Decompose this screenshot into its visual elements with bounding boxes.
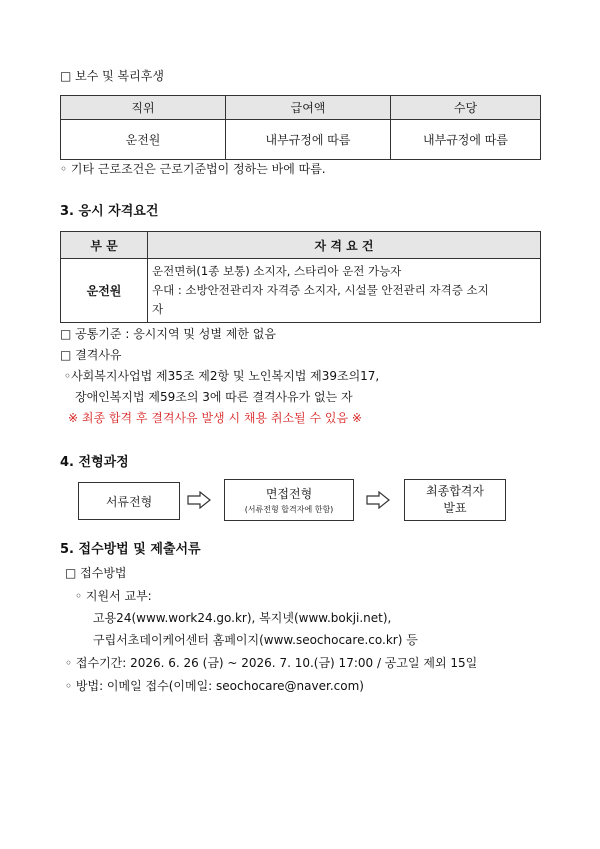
distribution-sites-line-1: 고용24(www.work24.go.kr), 복지넷(www.bokji.net), (93, 611, 392, 625)
disqualification-title: □ 결격사유 (60, 348, 122, 362)
table-row (61, 120, 541, 160)
pay-cell-salary: 내부규정에 따름 (226, 120, 391, 160)
req-header-qualification: 자 격 요 건 (148, 232, 541, 259)
method-title: □ 접수방법 (65, 566, 127, 580)
application-period: ◦ 접수기간: 2026. 6. 26 (금) ~ 2026. 7. 10.(금) 17:00 / 공고일 제외 15일 (65, 656, 478, 670)
application-distribution: ◦ 지원서 교부: (75, 589, 152, 603)
pay-header-position: 직위 (61, 96, 226, 120)
disqualification-line-1: ◦사회복지사업법 제35조 제2항 및 노인복지법 제39조의17, (64, 369, 380, 383)
pay-cell-allowance: 내부규정에 따름 (391, 120, 541, 160)
requirements-header (61, 232, 541, 259)
req-header-category: 부 문 (61, 232, 148, 259)
step-document-label: 서류전형 (105, 494, 153, 509)
step-final-label-2: 발표 (443, 501, 467, 515)
pay-header-salary: 급여액 (226, 96, 391, 120)
pay-section-title: □ 보수 및 복리후생 (60, 69, 164, 83)
section5-heading: 5. 접수방법 및 제출서류 (60, 542, 201, 557)
step-final-announcement (404, 479, 506, 521)
step-interview-label: 면접전형 (265, 487, 313, 501)
application-method: ◦ 방법: 이메일 접수(이메일: seochocare@naver.com) (65, 679, 364, 693)
hollow-right-arrow-icon (366, 491, 390, 509)
step-final-label-1: 최종합격자 (426, 484, 484, 498)
requirements-table (60, 231, 541, 323)
pay-cell-position: 운전원 (61, 120, 226, 160)
req-line-preferred-cont: 자 (152, 302, 164, 316)
step-document-screening (78, 482, 180, 520)
distribution-sites-line-2: 구립서초데이케어센터 홈페이지(www.seochocare.co.kr) 등 (93, 633, 418, 647)
pay-table (60, 95, 541, 160)
req-line-license: 운전면허(1종 보통) 소지자, 스타리아 운전 가능자 (152, 264, 402, 278)
req-cell-qualification (148, 259, 541, 323)
pay-table-header (61, 96, 541, 120)
section4-heading: 4. 전형과정 (60, 455, 129, 470)
common-criteria: □ 공통기준 : 응시지역 및 성별 제한 없음 (60, 327, 276, 341)
hollow-right-arrow-icon (187, 491, 211, 509)
step-interview-sublabel: (서류전형 합격자에 한함) (244, 505, 334, 514)
section3-heading: 3. 응시 자격요건 (60, 204, 159, 219)
cancellation-warning: ※ 최종 합격 후 결격사유 발생 시 채용 취소될 수 있음 ※ (68, 411, 362, 425)
req-line-preferred: 우대 : 소방안전관리자 자격증 소지자, 시설물 안전관리 자격증 소지 (152, 283, 489, 297)
step-interview (224, 479, 354, 521)
pay-note: ◦ 기타 근로조건은 근로기준법이 정하는 바에 따름. (60, 162, 326, 176)
pay-header-allowance: 수당 (391, 96, 541, 120)
table-row (61, 259, 541, 323)
req-cell-role: 운전원 (61, 259, 148, 323)
disqualification-line-2: 장애인복지법 제59조의 3에 따른 결격사유가 없는 자 (75, 390, 353, 404)
